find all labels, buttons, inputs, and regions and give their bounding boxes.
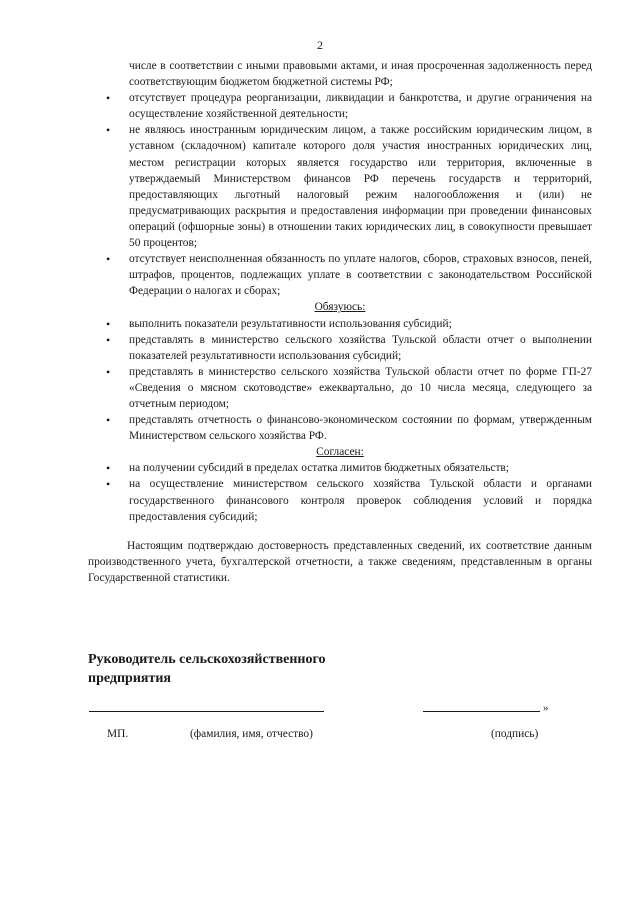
list-item: • на получении субсидий в пределах остатка лимитов бюджетных обязательств;	[106, 461, 509, 476]
status-list	[88, 90, 592, 299]
name-signature-line	[89, 711, 324, 712]
list-item: • на осуществление министерством сельского хозяйства Тульской области и органами государственного финансового контроля проверок соблюдения условий и порядка предоставления субсидий;	[106, 477, 592, 523]
bullet-icon: •	[106, 364, 111, 379]
bullet-icon: •	[106, 252, 111, 267]
bullet-icon: •	[106, 477, 111, 492]
agree-heading: Согласен:	[316, 446, 364, 459]
list-item: • отсутствует процедура реорганизации, ликвидации и банкротства, и другие ограничения на осуществление хозяйственной деятельности;	[106, 91, 592, 121]
name-caption: (фамилия, имя, отчество)	[190, 728, 313, 740]
list-item: • не являюсь иностранным юридическим лицом, а также российским юридическим лицом, в уставном (складочном) капитале которого доля участия иностранных юридических лиц, местом регистрации которых является государство или территория, включенные в утверждаемый Министерством финансов РФ перечень государств и территорий, предоставляющих льготный налоговый режим налогообложения и (или) не предусматривающих раскрытия и предоставления информации при проведении финансовых операций (офшорные зоны) в отношении таких юридических лиц, в совокупности превышает 50 процентов;	[106, 123, 592, 250]
list-item: • выполнить показатели результативности использования субсидий;	[106, 316, 452, 331]
document-body	[88, 58, 592, 586]
agree-list	[88, 460, 592, 524]
confirmation-paragraph: Настоящим подтверждаю достоверность представленных сведений, их соответствие данным производственного учета, бухгалтерской отчетности, а также сведениям, представленным в органы Государственной статистики.	[88, 539, 592, 584]
stamp-label: МП.	[107, 728, 129, 740]
signer-title	[88, 650, 408, 688]
signer-title-line: предприятия	[88, 671, 171, 686]
bullet-icon: •	[106, 91, 111, 106]
signature-caption: (подпись)	[491, 728, 539, 740]
continuation-paragraph: числе в соответствии с иными правовыми актами, и иная просроченная задолженность перед соответствующим бюджетом бюджетной системы РФ;	[129, 60, 592, 89]
bullet-icon: •	[106, 332, 111, 347]
list-item: • отсутствует неисполненная обязанность по уплате налогов, сборов, страховых взносов, пеней, штрафов, процентов, подлежащих уплате в соответствии с законодательством Российской Федерации о налогах и сборах;	[106, 252, 592, 298]
commit-list	[88, 316, 592, 445]
page-number: 2	[317, 38, 323, 52]
list-item: • представлять отчетность о финансово-экономическом состоянии по формам, утвержденным Министерством сельского хозяйства РФ.	[106, 413, 592, 443]
list-item: • представлять в министерство сельского хозяйства Тульской области отчет по форме ГП-27 «Сведения о мясном скотоводстве» ежеквартально, до 10 числа месяца, следующего за отчетным периодом;	[106, 364, 592, 410]
bullet-icon: •	[106, 316, 111, 331]
signer-title-line: Руководитель сельскохозяйственного	[88, 652, 326, 667]
signature-line	[423, 711, 540, 712]
list-item: • представлять в министерство сельского хозяйства Тульской области отчет о выполнении показателей результативности использования субсидий;	[106, 332, 592, 362]
commit-heading: Обязуюсь:	[314, 301, 366, 314]
bullet-icon: •	[106, 123, 111, 138]
bullet-icon: •	[106, 461, 111, 476]
closing-quote: »	[543, 702, 549, 714]
bullet-icon: •	[106, 413, 111, 428]
